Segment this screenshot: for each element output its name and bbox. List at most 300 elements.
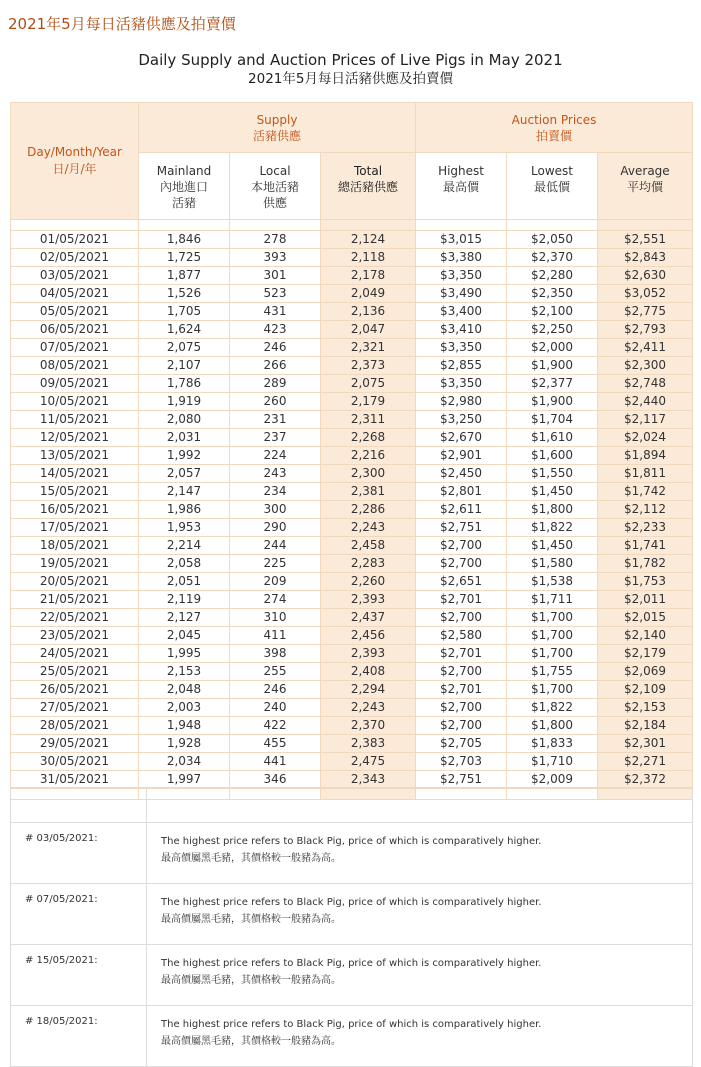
cell-average: $2,551 — [598, 231, 693, 249]
cell-highest: $2,651 — [416, 573, 507, 591]
cell-lowest: $2,050 — [507, 231, 598, 249]
cell-date: 10/05/2021 — [11, 393, 139, 411]
cell-date: 28/05/2021 — [11, 717, 139, 735]
cell-date: 26/05/2021 — [11, 681, 139, 699]
page-heading: 2021年5月每日活豬供應及拍賣價 — [8, 15, 236, 33]
header-mainland-en: Mainland — [156, 164, 212, 178]
cell-lowest: $1,822 — [507, 519, 598, 537]
cell-average: $2,372 — [598, 771, 693, 789]
note-text-en: The highest price refers to Black Pig, price of which is comparatively higher. — [161, 836, 542, 847]
cell-lowest: $1,900 — [507, 357, 598, 375]
cell-highest: $2,700 — [416, 717, 507, 735]
cell-average: $1,753 — [598, 573, 693, 591]
cell-lowest: $1,822 — [507, 699, 598, 717]
cell-mainland: 1,919 — [139, 393, 230, 411]
header-auction-zh: 拍賣價 — [536, 128, 573, 143]
cell-lowest: $1,704 — [507, 411, 598, 429]
table-row — [11, 771, 693, 789]
cell-lowest: $1,800 — [507, 717, 598, 735]
cell-date: 01/05/2021 — [11, 231, 139, 249]
cell-local: 523 — [230, 285, 321, 303]
note-text-zh: 最高價屬黑毛豬，其價格較一般豬為高。 — [161, 975, 341, 986]
cell-local: 301 — [230, 267, 321, 285]
table-row — [11, 483, 693, 501]
cell-mainland: 1,948 — [139, 717, 230, 735]
cell-total: 2,179 — [321, 393, 416, 411]
cell-total: 2,393 — [321, 645, 416, 663]
cell-total: 2,393 — [321, 591, 416, 609]
cell-lowest: $1,900 — [507, 393, 598, 411]
cell-average: $2,300 — [598, 357, 693, 375]
cell-average: $1,782 — [598, 555, 693, 573]
cell-lowest: $2,000 — [507, 339, 598, 357]
cell-lowest: $1,450 — [507, 483, 598, 501]
cell-highest: $2,980 — [416, 393, 507, 411]
cell-mainland: 1,705 — [139, 303, 230, 321]
cell-mainland: 2,080 — [139, 411, 230, 429]
table-row — [11, 537, 693, 555]
cell-lowest: $1,711 — [507, 591, 598, 609]
table-title-en: Daily Supply and Auction Prices of Live Pigs in May 2021 — [138, 51, 563, 69]
cell-average: $2,271 — [598, 753, 693, 771]
cell-average: $2,411 — [598, 339, 693, 357]
cell-total: 2,437 — [321, 609, 416, 627]
cell-local: 260 — [230, 393, 321, 411]
table-row — [11, 663, 693, 681]
cell-total: 2,243 — [321, 699, 416, 717]
notes-header-row — [11, 788, 693, 823]
cell-mainland: 1,624 — [139, 321, 230, 339]
cell-date: 04/05/2021 — [11, 285, 139, 303]
cell-mainland: 1,846 — [139, 231, 230, 249]
cell-average: $2,011 — [598, 591, 693, 609]
table-row — [11, 699, 693, 717]
table-row — [11, 753, 693, 771]
cell-highest: $2,670 — [416, 429, 507, 447]
cell-lowest: $1,538 — [507, 573, 598, 591]
table-row — [11, 375, 693, 393]
cell-total: 2,243 — [321, 519, 416, 537]
cell-mainland: 1,928 — [139, 735, 230, 753]
cell-date: 30/05/2021 — [11, 753, 139, 771]
cell-local: 209 — [230, 573, 321, 591]
cell-total: 2,373 — [321, 357, 416, 375]
note-text — [147, 945, 693, 1006]
note-date: # 03/05/2021: — [11, 823, 147, 884]
cell-date: 23/05/2021 — [11, 627, 139, 645]
header-local-en: Local — [259, 164, 291, 178]
cell-local: 398 — [230, 645, 321, 663]
cell-highest: $2,701 — [416, 645, 507, 663]
cell-total: 2,268 — [321, 429, 416, 447]
cell-highest: $2,751 — [416, 771, 507, 789]
table-row — [11, 429, 693, 447]
cell-average: $1,741 — [598, 537, 693, 555]
table-row — [11, 735, 693, 753]
cell-local: 231 — [230, 411, 321, 429]
table-row — [11, 285, 693, 303]
cell-mainland: 2,214 — [139, 537, 230, 555]
cell-local: 310 — [230, 609, 321, 627]
header-average-zh: 平均價 — [627, 180, 664, 194]
cell-mainland: 2,003 — [139, 699, 230, 717]
table-row — [11, 555, 693, 573]
header-average — [598, 153, 693, 220]
cell-total: 2,178 — [321, 267, 416, 285]
cell-lowest: $2,350 — [507, 285, 598, 303]
cell-average: $2,153 — [598, 699, 693, 717]
cell-local: 243 — [230, 465, 321, 483]
cell-mainland: 1,953 — [139, 519, 230, 537]
cell-average: $3,052 — [598, 285, 693, 303]
cell-lowest: $1,450 — [507, 537, 598, 555]
cell-highest: $3,400 — [416, 303, 507, 321]
cell-date: 13/05/2021 — [11, 447, 139, 465]
cell-mainland: 1,997 — [139, 771, 230, 789]
cell-average: $2,184 — [598, 717, 693, 735]
note-date: # 18/05/2021: — [11, 1006, 147, 1067]
header-supply-zh: 活豬供應 — [253, 128, 302, 143]
cell-highest: $2,751 — [416, 519, 507, 537]
cell-lowest: $2,250 — [507, 321, 598, 339]
header-supply-en: Supply — [256, 112, 298, 127]
note-date: # 15/05/2021: — [11, 945, 147, 1006]
cell-mainland: 2,057 — [139, 465, 230, 483]
cell-date: 31/05/2021 — [11, 771, 139, 789]
header-mainland-zh1: 內地進口 — [159, 180, 208, 194]
cell-mainland: 1,986 — [139, 501, 230, 519]
header-local-zh1: 本地活豬 — [250, 180, 299, 194]
cell-mainland: 2,107 — [139, 357, 230, 375]
cell-highest: $3,380 — [416, 249, 507, 267]
note-text-zh: 最高價屬黑毛豬，其價格較一般豬為高。 — [161, 914, 341, 925]
cell-mainland: 2,058 — [139, 555, 230, 573]
table-row — [11, 573, 693, 591]
table-row — [11, 231, 693, 249]
cell-date: 06/05/2021 — [11, 321, 139, 339]
header-auction — [416, 103, 693, 153]
note-text — [147, 1006, 693, 1067]
cell-mainland: 2,045 — [139, 627, 230, 645]
table-row — [11, 267, 693, 285]
header-total-en: Total — [354, 164, 383, 178]
note-text-en: The highest price refers to Black Pig, price of which is comparatively higher. — [161, 897, 542, 908]
cell-total: 2,321 — [321, 339, 416, 357]
cell-highest: $2,700 — [416, 609, 507, 627]
cell-highest: $2,450 — [416, 465, 507, 483]
cell-date: 02/05/2021 — [11, 249, 139, 267]
cell-lowest: $1,600 — [507, 447, 598, 465]
cell-total: 2,370 — [321, 717, 416, 735]
cell-average: $2,630 — [598, 267, 693, 285]
header-lowest-en: Lowest — [531, 164, 574, 178]
cell-mainland: 1,786 — [139, 375, 230, 393]
note-text-en: The highest price refers to Black Pig, price of which is comparatively higher. — [161, 958, 542, 969]
table-row — [11, 465, 693, 483]
cell-average: $2,024 — [598, 429, 693, 447]
cell-total: 2,458 — [321, 537, 416, 555]
cell-date: 18/05/2021 — [11, 537, 139, 555]
cell-local: 266 — [230, 357, 321, 375]
table-row — [11, 321, 693, 339]
table-row — [11, 681, 693, 699]
cell-average: $2,233 — [598, 519, 693, 537]
cell-lowest: $2,280 — [507, 267, 598, 285]
cell-total: 2,456 — [321, 627, 416, 645]
cell-lowest: $1,550 — [507, 465, 598, 483]
cell-mainland: 2,127 — [139, 609, 230, 627]
cell-total: 2,260 — [321, 573, 416, 591]
cell-highest: $2,701 — [416, 591, 507, 609]
cell-mainland: 2,119 — [139, 591, 230, 609]
cell-average: $2,117 — [598, 411, 693, 429]
cell-highest: $2,700 — [416, 699, 507, 717]
cell-mainland: 2,031 — [139, 429, 230, 447]
cell-local: 255 — [230, 663, 321, 681]
cell-date: 09/05/2021 — [11, 375, 139, 393]
cell-date: 05/05/2021 — [11, 303, 139, 321]
note-row — [11, 884, 693, 945]
cell-lowest: $2,009 — [507, 771, 598, 789]
cell-date: 25/05/2021 — [11, 663, 139, 681]
header-date-zh: 日/月/年 — [52, 162, 97, 176]
cell-total: 2,075 — [321, 375, 416, 393]
cell-mainland: 1,992 — [139, 447, 230, 465]
cell-total: 2,047 — [321, 321, 416, 339]
cell-total: 2,381 — [321, 483, 416, 501]
cell-date: 27/05/2021 — [11, 699, 139, 717]
cell-total: 2,311 — [321, 411, 416, 429]
table-row — [11, 717, 693, 735]
cell-lowest: $1,700 — [507, 627, 598, 645]
table-row — [11, 303, 693, 321]
table-row — [11, 645, 693, 663]
cell-total: 2,049 — [321, 285, 416, 303]
cell-date: 08/05/2021 — [11, 357, 139, 375]
cell-local: 240 — [230, 699, 321, 717]
cell-local: 346 — [230, 771, 321, 789]
header-average-en: Average — [620, 164, 670, 178]
cell-date: 21/05/2021 — [11, 591, 139, 609]
table-row — [11, 249, 693, 267]
cell-lowest: $1,755 — [507, 663, 598, 681]
table-row — [11, 501, 693, 519]
cell-average: $2,069 — [598, 663, 693, 681]
cell-highest: $2,611 — [416, 501, 507, 519]
cell-highest: $2,700 — [416, 537, 507, 555]
header-date-en: Day/Month/Year — [27, 145, 122, 159]
cell-average: $2,793 — [598, 321, 693, 339]
cell-average: $2,179 — [598, 645, 693, 663]
header-highest — [416, 153, 507, 220]
cell-total: 2,300 — [321, 465, 416, 483]
header-total-zh: 總活豬供應 — [338, 180, 399, 194]
cell-local: 441 — [230, 753, 321, 771]
cell-lowest: $2,370 — [507, 249, 598, 267]
cell-total: 2,408 — [321, 663, 416, 681]
table-row — [11, 519, 693, 537]
cell-local: 289 — [230, 375, 321, 393]
cell-local: 431 — [230, 303, 321, 321]
price-table — [10, 102, 693, 800]
cell-average: $1,742 — [598, 483, 693, 501]
notes-table — [10, 787, 693, 1067]
table-title — [0, 50, 701, 89]
cell-date: 29/05/2021 — [11, 735, 139, 753]
cell-average: $2,775 — [598, 303, 693, 321]
header-local — [230, 153, 321, 220]
cell-local: 237 — [230, 429, 321, 447]
cell-local: 278 — [230, 231, 321, 249]
cell-highest: $3,410 — [416, 321, 507, 339]
header-lowest-zh: 最低價 — [534, 180, 571, 194]
cell-average: $2,015 — [598, 609, 693, 627]
cell-date: 12/05/2021 — [11, 429, 139, 447]
header-mainland — [139, 153, 230, 220]
cell-lowest: $1,610 — [507, 429, 598, 447]
cell-mainland: 1,877 — [139, 267, 230, 285]
cell-total: 2,283 — [321, 555, 416, 573]
cell-average: $2,440 — [598, 393, 693, 411]
cell-highest: $2,705 — [416, 735, 507, 753]
cell-date: 19/05/2021 — [11, 555, 139, 573]
cell-date: 14/05/2021 — [11, 465, 139, 483]
table-row — [11, 447, 693, 465]
cell-date: 11/05/2021 — [11, 411, 139, 429]
cell-average: $2,301 — [598, 735, 693, 753]
cell-date: 24/05/2021 — [11, 645, 139, 663]
cell-highest: $2,703 — [416, 753, 507, 771]
header-local-zh2: 供應 — [262, 196, 287, 210]
cell-highest: $2,855 — [416, 357, 507, 375]
cell-local: 455 — [230, 735, 321, 753]
cell-mainland: 1,995 — [139, 645, 230, 663]
cell-highest: $3,350 — [416, 267, 507, 285]
note-text-en: The highest price refers to Black Pig, price of which is comparatively higher. — [161, 1019, 542, 1030]
cell-highest: $2,801 — [416, 483, 507, 501]
cell-lowest: $1,800 — [507, 501, 598, 519]
cell-highest: $3,350 — [416, 375, 507, 393]
table-row — [11, 357, 693, 375]
cell-average: $2,140 — [598, 627, 693, 645]
cell-date: 16/05/2021 — [11, 501, 139, 519]
cell-local: 224 — [230, 447, 321, 465]
note-text-zh: 最高價屬黑毛豬，其價格較一般豬為高。 — [161, 1036, 341, 1047]
table-title-zh: 2021年5月每日活豬供應及拍賣價 — [248, 71, 453, 87]
cell-mainland: 1,725 — [139, 249, 230, 267]
cell-date: 17/05/2021 — [11, 519, 139, 537]
header-highest-en: Highest — [438, 164, 484, 178]
cell-total: 2,343 — [321, 771, 416, 789]
header-mainland-zh2: 活豬 — [171, 196, 196, 210]
cell-average: $2,843 — [598, 249, 693, 267]
cell-local: 246 — [230, 681, 321, 699]
note-date: # 07/05/2021: — [11, 884, 147, 945]
cell-mainland: 2,153 — [139, 663, 230, 681]
cell-average: $2,109 — [598, 681, 693, 699]
cell-local: 411 — [230, 627, 321, 645]
cell-lowest: $1,833 — [507, 735, 598, 753]
cell-total: 2,118 — [321, 249, 416, 267]
cell-date: 03/05/2021 — [11, 267, 139, 285]
cell-lowest: $1,580 — [507, 555, 598, 573]
cell-local: 393 — [230, 249, 321, 267]
cell-highest: $3,250 — [416, 411, 507, 429]
note-row — [11, 1006, 693, 1067]
cell-date: 20/05/2021 — [11, 573, 139, 591]
cell-total: 2,286 — [321, 501, 416, 519]
header-highest-zh: 最高價 — [443, 180, 480, 194]
note-row — [11, 945, 693, 1006]
cell-lowest: $1,700 — [507, 681, 598, 699]
header-total — [321, 153, 416, 220]
table-row — [11, 411, 693, 429]
cell-local: 423 — [230, 321, 321, 339]
cell-total: 2,124 — [321, 231, 416, 249]
note-text-zh: 最高價屬黑毛豬，其價格較一般豬為高。 — [161, 853, 341, 864]
header-date — [11, 103, 139, 220]
note-text — [147, 884, 693, 945]
cell-highest: $2,580 — [416, 627, 507, 645]
cell-highest: $3,015 — [416, 231, 507, 249]
cell-lowest: $2,377 — [507, 375, 598, 393]
cell-mainland: 1,526 — [139, 285, 230, 303]
table-row — [11, 393, 693, 411]
cell-lowest: $1,700 — [507, 609, 598, 627]
cell-date: 15/05/2021 — [11, 483, 139, 501]
cell-local: 234 — [230, 483, 321, 501]
cell-total: 2,383 — [321, 735, 416, 753]
cell-mainland: 2,051 — [139, 573, 230, 591]
note-text — [147, 823, 693, 884]
table-row — [11, 339, 693, 357]
cell-highest: $2,700 — [416, 555, 507, 573]
cell-date: 22/05/2021 — [11, 609, 139, 627]
cell-local: 244 — [230, 537, 321, 555]
header-supply — [139, 103, 416, 153]
table-row — [11, 627, 693, 645]
cell-total: 2,136 — [321, 303, 416, 321]
header-auction-en: Auction Prices — [511, 112, 597, 127]
cell-mainland: 2,048 — [139, 681, 230, 699]
cell-mainland: 2,034 — [139, 753, 230, 771]
cell-mainland: 2,075 — [139, 339, 230, 357]
note-row — [11, 823, 693, 884]
cell-local: 422 — [230, 717, 321, 735]
cell-highest: $3,350 — [416, 339, 507, 357]
cell-lowest: $2,100 — [507, 303, 598, 321]
cell-date: 07/05/2021 — [11, 339, 139, 357]
cell-local: 246 — [230, 339, 321, 357]
cell-local: 274 — [230, 591, 321, 609]
cell-lowest: $1,710 — [507, 753, 598, 771]
cell-highest: $2,700 — [416, 663, 507, 681]
cell-local: 290 — [230, 519, 321, 537]
cell-highest: $2,701 — [416, 681, 507, 699]
cell-mainland: 2,147 — [139, 483, 230, 501]
cell-total: 2,216 — [321, 447, 416, 465]
cell-total: 2,475 — [321, 753, 416, 771]
cell-local: 225 — [230, 555, 321, 573]
cell-highest: $3,490 — [416, 285, 507, 303]
cell-highest: $2,901 — [416, 447, 507, 465]
cell-total: 2,294 — [321, 681, 416, 699]
header-lowest — [507, 153, 598, 220]
cell-average: $1,894 — [598, 447, 693, 465]
table-row — [11, 591, 693, 609]
table-row — [11, 609, 693, 627]
cell-average: $2,112 — [598, 501, 693, 519]
